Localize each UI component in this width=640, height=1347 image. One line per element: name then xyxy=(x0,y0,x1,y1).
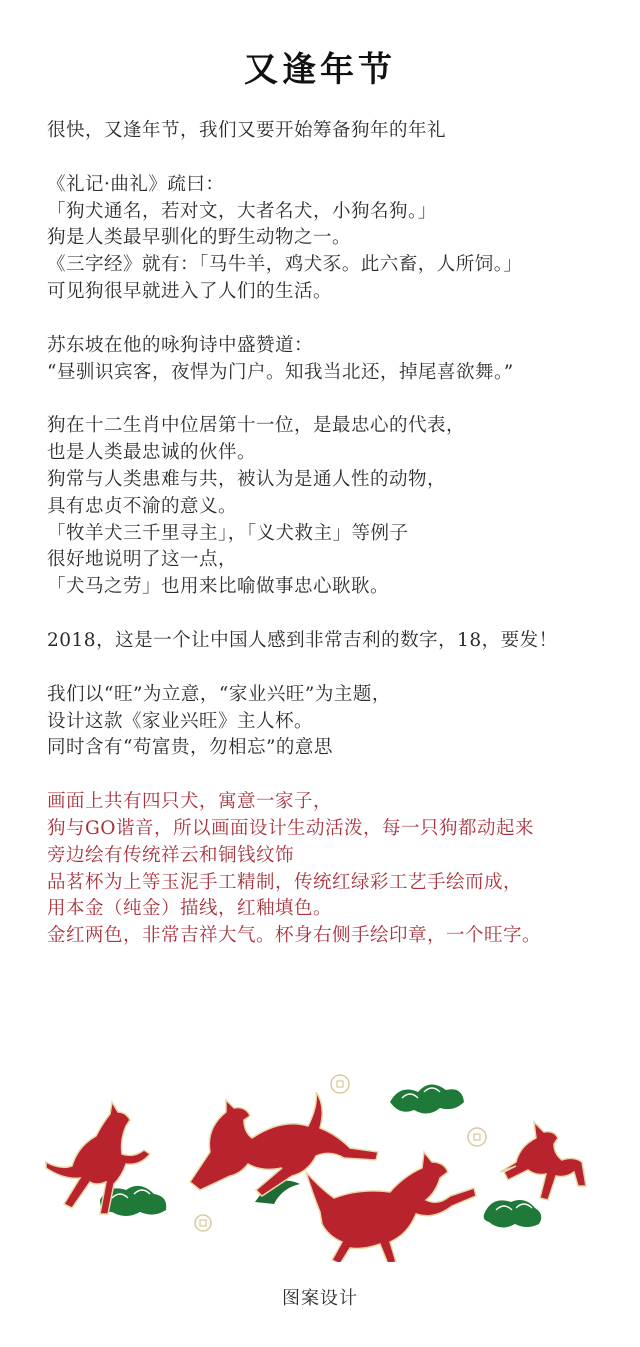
text-line: 狗在十二生肖中位居第十一位，是最忠心的代表， xyxy=(47,415,466,437)
text-line: 2018，这是一个让中国人感到非常吉利的数字，18，要发！ xyxy=(47,629,558,651)
dog-pattern-svg xyxy=(40,1062,600,1262)
paragraph xyxy=(47,333,617,387)
text-line: 设计这款《家业兴旺》主人杯。 xyxy=(47,710,314,732)
paragraph xyxy=(47,789,617,950)
paragraph xyxy=(47,172,617,306)
paragraph xyxy=(47,413,617,601)
text-line: 金红两色，非常吉祥大气。杯身右侧手绘印章，一个旺字。 xyxy=(47,925,542,947)
article-body xyxy=(47,118,617,977)
text-line: 「牧羊犬三千里寻主」，「义犬救主」等例子 xyxy=(47,522,409,544)
illustration-caption: 图案设计 xyxy=(282,1288,358,1309)
text-line: 也是人类最忠诚的伙伴。 xyxy=(47,442,257,464)
text-line: 狗是人类最早驯化的野生动物之一。 xyxy=(47,227,352,249)
text-line: 画面上共有四只犬，寓意一家子， xyxy=(47,791,333,813)
text-line: “昼驯识宾客，夜悍为门户。知我当北还，掉尾喜欲舞。” xyxy=(47,361,514,383)
dog-icon xyxy=(306,1152,476,1262)
text-line: 我们以“旺”为立意，“家业兴旺”为主题， xyxy=(47,683,391,705)
text-line: 同时含有“苟富贵，勿相忘”的意思 xyxy=(47,737,333,759)
coin-icon xyxy=(195,1215,211,1231)
text-line: 「狗犬通名，若对文，大者名犬，小狗名狗。」 xyxy=(47,200,437,222)
text-line: 很好地说明了这一点， xyxy=(47,549,238,571)
text-line: 「犬马之劳」也用来比喻做事忠心耿耿。 xyxy=(47,576,390,598)
cloud-icon xyxy=(390,1084,464,1113)
text-line: 可见狗很早就进入了人们的生活。 xyxy=(47,280,333,302)
text-line: 苏东坡在他的咏狗诗中盛赞道： xyxy=(47,334,314,356)
coin-icon xyxy=(468,1128,486,1146)
text-line: 狗常与人类患难与共，被认为是通人性的动物， xyxy=(47,468,447,490)
dog-icon xyxy=(190,1092,378,1196)
text-line: 品茗杯为上等玉泥手工精制，传统红绿彩工艺手绘而成， xyxy=(47,871,523,893)
text-line: 《礼记·曲礼》疏曰： xyxy=(47,173,225,195)
text-line: 旁边绘有传统祥云和铜钱纹饰 xyxy=(47,844,295,866)
text-line: 很快，又逢年节，我们又要开始筹备狗年的年礼 xyxy=(47,120,447,141)
page-title: 又逢年节 xyxy=(244,50,396,90)
text-line: 具有忠贞不渝的意义。 xyxy=(47,495,238,517)
cloud-icon xyxy=(484,1200,542,1228)
text-line: 狗与GO谐音，所以画面设计生动活泼，每一只狗都动起来 xyxy=(47,817,534,839)
paragraph xyxy=(47,118,617,145)
coin-icon xyxy=(331,1075,349,1093)
paragraph xyxy=(47,682,617,762)
dogs-and-clouds-pattern xyxy=(40,1062,600,1262)
text-line: 《三字经》就有：「马牛羊，鸡犬豕。此六畜，人所饲。」 xyxy=(47,254,523,276)
paragraph xyxy=(47,628,617,655)
dog-icon xyxy=(500,1122,586,1200)
text-line: 用本金（纯金）描线，红釉填色。 xyxy=(47,898,333,920)
